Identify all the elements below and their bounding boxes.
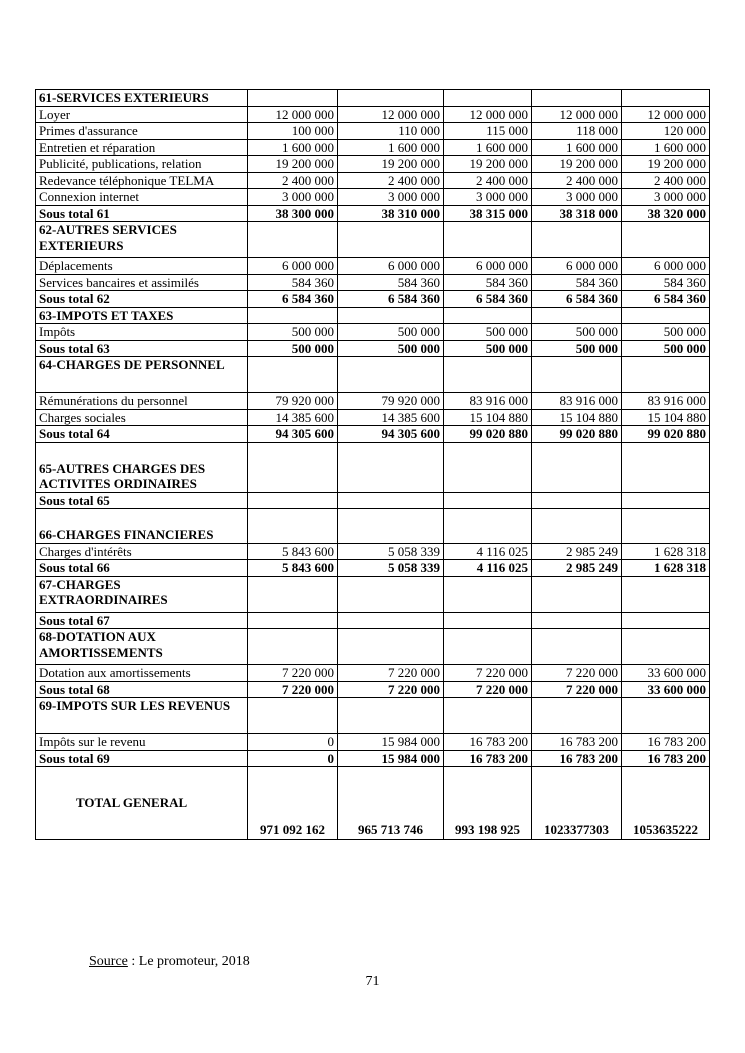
value-cell: 3 000 000 (532, 189, 622, 206)
value-cell: 38 300 000 (248, 205, 338, 222)
value-cell: 2 985 249 (532, 560, 622, 577)
section-heading-row (36, 307, 710, 324)
value-cell (338, 307, 444, 324)
value-cell (338, 492, 444, 509)
value-cell: 6 584 360 (248, 291, 338, 308)
value-cell: 83 916 000 (444, 393, 532, 410)
table-row (36, 543, 710, 560)
value-cell: 16 783 200 (622, 734, 710, 751)
value-cell: 3 000 000 (622, 189, 710, 206)
value-cell (532, 612, 622, 629)
value-cell (444, 492, 532, 509)
value-cell (532, 576, 622, 612)
table-row (36, 258, 710, 275)
total-row (36, 767, 710, 840)
value-cell: 2 400 000 (248, 172, 338, 189)
subtotal-row (36, 612, 710, 629)
value-cell (532, 629, 622, 665)
value-cell: 1 600 000 (622, 139, 710, 156)
value-cell (622, 698, 710, 734)
subtotal-row (36, 681, 710, 698)
row-label: Charges d'intérêts (36, 543, 248, 560)
value-cell: 7 220 000 (532, 665, 622, 682)
row-label: Impôts (36, 324, 248, 341)
row-label: 67-CHARGES EXTRAORDINAIRES (36, 576, 248, 612)
subtotal-row (36, 205, 710, 222)
value-cell: 1 628 318 (622, 560, 710, 577)
value-cell: 584 360 (622, 274, 710, 291)
value-cell: 12 000 000 (532, 106, 622, 123)
row-label: Sous total 67 (36, 612, 248, 629)
row-label: Sous total 66 (36, 560, 248, 577)
value-cell: 7 220 000 (444, 665, 532, 682)
row-label: Déplacements (36, 258, 248, 275)
value-cell (444, 698, 532, 734)
value-cell (532, 698, 622, 734)
value-cell (338, 90, 444, 107)
value-cell (444, 357, 532, 393)
value-cell (532, 357, 622, 393)
value-cell: 12 000 000 (622, 106, 710, 123)
value-cell (622, 629, 710, 665)
value-cell (622, 612, 710, 629)
value-cell (338, 612, 444, 629)
row-label: 66-CHARGES FINANCIERES (36, 509, 248, 544)
row-label: 62-AUTRES SERVICES EXTERIEURS (36, 222, 248, 258)
value-cell (532, 307, 622, 324)
value-cell: 584 360 (338, 274, 444, 291)
value-cell: 16 783 200 (444, 750, 532, 767)
row-label: Sous total 62 (36, 291, 248, 308)
table-body (36, 90, 710, 840)
value-cell: 79 920 000 (338, 393, 444, 410)
value-cell (248, 307, 338, 324)
value-cell (248, 698, 338, 734)
value-cell (622, 357, 710, 393)
row-label: Charges sociales (36, 409, 248, 426)
subtotal-row (36, 750, 710, 767)
value-cell (444, 612, 532, 629)
row-label: Primes d'assurance (36, 123, 248, 140)
value-cell: 500 000 (248, 324, 338, 341)
section-heading-row (36, 90, 710, 107)
value-cell (532, 509, 622, 544)
value-cell: 584 360 (532, 274, 622, 291)
value-cell: 6 000 000 (444, 258, 532, 275)
source-text: : Le promoteur, 2018 (127, 954, 250, 969)
value-cell (444, 90, 532, 107)
value-cell (532, 492, 622, 509)
source-note (89, 954, 250, 970)
value-cell (248, 576, 338, 612)
value-cell: 16 783 200 (444, 734, 532, 751)
source-label: Source (89, 954, 128, 969)
value-cell (444, 307, 532, 324)
row-label: 61-SERVICES EXTERIEURS (36, 90, 248, 107)
value-cell: 500 000 (622, 340, 710, 357)
value-cell: 500 000 (338, 340, 444, 357)
value-cell: 3 000 000 (338, 189, 444, 206)
value-cell: 5 058 339 (338, 543, 444, 560)
table-row (36, 324, 710, 341)
value-cell: 19 200 000 (444, 156, 532, 173)
table-row (36, 409, 710, 426)
value-cell: 6 584 360 (444, 291, 532, 308)
value-cell: 7 220 000 (532, 681, 622, 698)
table-row (36, 156, 710, 173)
value-cell: 1023377303 (532, 767, 622, 840)
value-cell: 500 000 (532, 324, 622, 341)
value-cell (532, 442, 622, 492)
value-cell: 15 104 880 (622, 409, 710, 426)
value-cell (622, 509, 710, 544)
value-cell: 5 843 600 (248, 560, 338, 577)
row-label: Sous total 65 (36, 492, 248, 509)
row-label: Services bancaires et assimilés (36, 274, 248, 291)
value-cell (622, 492, 710, 509)
value-cell: 12 000 000 (444, 106, 532, 123)
row-label: 65-AUTRES CHARGES DES ACTIVITES ORDINAIRES (36, 442, 248, 492)
value-cell (248, 357, 338, 393)
value-cell: 584 360 (444, 274, 532, 291)
table-row (36, 274, 710, 291)
value-cell: 971 092 162 (248, 767, 338, 840)
section-heading-row (36, 442, 710, 492)
value-cell: 6 000 000 (338, 258, 444, 275)
table-row (36, 139, 710, 156)
row-label: 68-DOTATION AUX AMORTISSEMENTS (36, 629, 248, 665)
value-cell: 0 (248, 750, 338, 767)
table-row (36, 734, 710, 751)
value-cell: 3 000 000 (248, 189, 338, 206)
value-cell (248, 612, 338, 629)
value-cell: 33 600 000 (622, 681, 710, 698)
value-cell: 993 198 925 (444, 767, 532, 840)
value-cell: 100 000 (248, 123, 338, 140)
value-cell: 94 305 600 (338, 426, 444, 443)
row-label: Connexion internet (36, 189, 248, 206)
row-label: TOTAL GENERAL (36, 767, 248, 840)
value-cell: 965 713 746 (338, 767, 444, 840)
value-cell (248, 442, 338, 492)
value-cell: 1 600 000 (532, 139, 622, 156)
value-cell: 4 116 025 (444, 560, 532, 577)
section-heading-row (36, 509, 710, 544)
page-number: 71 (365, 974, 380, 989)
value-cell: 19 200 000 (532, 156, 622, 173)
value-cell: 33 600 000 (622, 665, 710, 682)
value-cell (444, 509, 532, 544)
value-cell: 500 000 (622, 324, 710, 341)
value-cell: 500 000 (532, 340, 622, 357)
row-label: Sous total 63 (36, 340, 248, 357)
value-cell: 5 843 600 (248, 543, 338, 560)
value-cell (338, 576, 444, 612)
table-row (36, 106, 710, 123)
value-cell: 5 058 339 (338, 560, 444, 577)
value-cell: 83 916 000 (532, 393, 622, 410)
section-heading-row (36, 357, 710, 393)
value-cell: 1 600 000 (338, 139, 444, 156)
value-cell: 12 000 000 (338, 106, 444, 123)
value-cell: 15 984 000 (338, 734, 444, 751)
value-cell: 584 360 (248, 274, 338, 291)
value-cell: 99 020 880 (622, 426, 710, 443)
row-label: 69-IMPOTS SUR LES REVENUS (36, 698, 248, 734)
value-cell: 2 400 000 (622, 172, 710, 189)
row-label: Loyer (36, 106, 248, 123)
value-cell: 110 000 (338, 123, 444, 140)
value-cell: 6 000 000 (622, 258, 710, 275)
value-cell: 3 000 000 (444, 189, 532, 206)
value-cell (338, 357, 444, 393)
value-cell: 99 020 880 (444, 426, 532, 443)
row-label: 63-IMPOTS ET TAXES (36, 307, 248, 324)
row-label: Sous total 68 (36, 681, 248, 698)
value-cell: 2 985 249 (532, 543, 622, 560)
value-cell (338, 222, 444, 258)
value-cell: 38 310 000 (338, 205, 444, 222)
row-label: Sous total 64 (36, 426, 248, 443)
subtotal-row (36, 340, 710, 357)
value-cell: 7 220 000 (338, 665, 444, 682)
value-cell: 16 783 200 (532, 734, 622, 751)
value-cell (248, 90, 338, 107)
value-cell: 500 000 (444, 324, 532, 341)
value-cell (532, 90, 622, 107)
value-cell: 94 305 600 (248, 426, 338, 443)
value-cell: 15 104 880 (444, 409, 532, 426)
row-label: Publicité, publications, relation (36, 156, 248, 173)
value-cell: 19 200 000 (248, 156, 338, 173)
value-cell: 0 (248, 734, 338, 751)
row-label: Sous total 61 (36, 205, 248, 222)
subtotal-row (36, 492, 710, 509)
value-cell: 4 116 025 (444, 543, 532, 560)
value-cell: 7 220 000 (248, 681, 338, 698)
value-cell (622, 576, 710, 612)
value-cell: 99 020 880 (532, 426, 622, 443)
section-heading-row (36, 698, 710, 734)
value-cell (248, 509, 338, 544)
value-cell: 38 320 000 (622, 205, 710, 222)
value-cell: 1 600 000 (444, 139, 532, 156)
value-cell: 2 400 000 (532, 172, 622, 189)
value-cell (532, 222, 622, 258)
value-cell (622, 307, 710, 324)
value-cell: 6 584 360 (532, 291, 622, 308)
value-cell: 7 220 000 (444, 681, 532, 698)
value-cell: 6 000 000 (532, 258, 622, 275)
value-cell: 6 000 000 (248, 258, 338, 275)
value-cell (622, 442, 710, 492)
value-cell: 14 385 600 (338, 409, 444, 426)
value-cell (338, 629, 444, 665)
value-cell (444, 576, 532, 612)
value-cell: 83 916 000 (622, 393, 710, 410)
table-row (36, 665, 710, 682)
value-cell: 2 400 000 (444, 172, 532, 189)
table-row (36, 189, 710, 206)
value-cell: 38 315 000 (444, 205, 532, 222)
value-cell: 1 628 318 (622, 543, 710, 560)
value-cell: 500 000 (338, 324, 444, 341)
table-row (36, 123, 710, 140)
value-cell: 16 783 200 (532, 750, 622, 767)
value-cell: 115 000 (444, 123, 532, 140)
row-label: Sous total 69 (36, 750, 248, 767)
row-label: Dotation aux amortissements (36, 665, 248, 682)
row-label: 64-CHARGES DE PERSONNEL (36, 357, 248, 393)
value-cell (248, 222, 338, 258)
section-heading-row (36, 576, 710, 612)
value-cell: 19 200 000 (622, 156, 710, 173)
value-cell (444, 222, 532, 258)
row-label: Redevance téléphonique TELMA (36, 172, 248, 189)
value-cell: 14 385 600 (248, 409, 338, 426)
value-cell: 7 220 000 (248, 665, 338, 682)
section-heading-row (36, 629, 710, 665)
row-label: Impôts sur le revenu (36, 734, 248, 751)
value-cell (338, 698, 444, 734)
value-cell: 15 984 000 (338, 750, 444, 767)
value-cell: 38 318 000 (532, 205, 622, 222)
value-cell: 500 000 (248, 340, 338, 357)
subtotal-row (36, 426, 710, 443)
value-cell (338, 442, 444, 492)
value-cell (338, 509, 444, 544)
table-row (36, 172, 710, 189)
value-cell: 118 000 (532, 123, 622, 140)
subtotal-row (36, 291, 710, 308)
value-cell: 12 000 000 (248, 106, 338, 123)
value-cell (248, 629, 338, 665)
subtotal-row (36, 560, 710, 577)
value-cell: 120 000 (622, 123, 710, 140)
value-cell: 79 920 000 (248, 393, 338, 410)
row-label: Entretien et réparation (36, 139, 248, 156)
value-cell (622, 90, 710, 107)
value-cell (622, 222, 710, 258)
value-cell: 16 783 200 (622, 750, 710, 767)
value-cell: 19 200 000 (338, 156, 444, 173)
section-heading-row (36, 222, 710, 258)
value-cell: 15 104 880 (532, 409, 622, 426)
value-cell (444, 442, 532, 492)
value-cell: 6 584 360 (338, 291, 444, 308)
value-cell: 2 400 000 (338, 172, 444, 189)
table-row (36, 393, 710, 410)
value-cell: 1 600 000 (248, 139, 338, 156)
value-cell: 500 000 (444, 340, 532, 357)
value-cell (248, 492, 338, 509)
charges-table (35, 89, 710, 840)
value-cell: 7 220 000 (338, 681, 444, 698)
value-cell: 1053635222 (622, 767, 710, 840)
value-cell (444, 629, 532, 665)
row-label: Rémunérations du personnel (36, 393, 248, 410)
value-cell: 6 584 360 (622, 291, 710, 308)
